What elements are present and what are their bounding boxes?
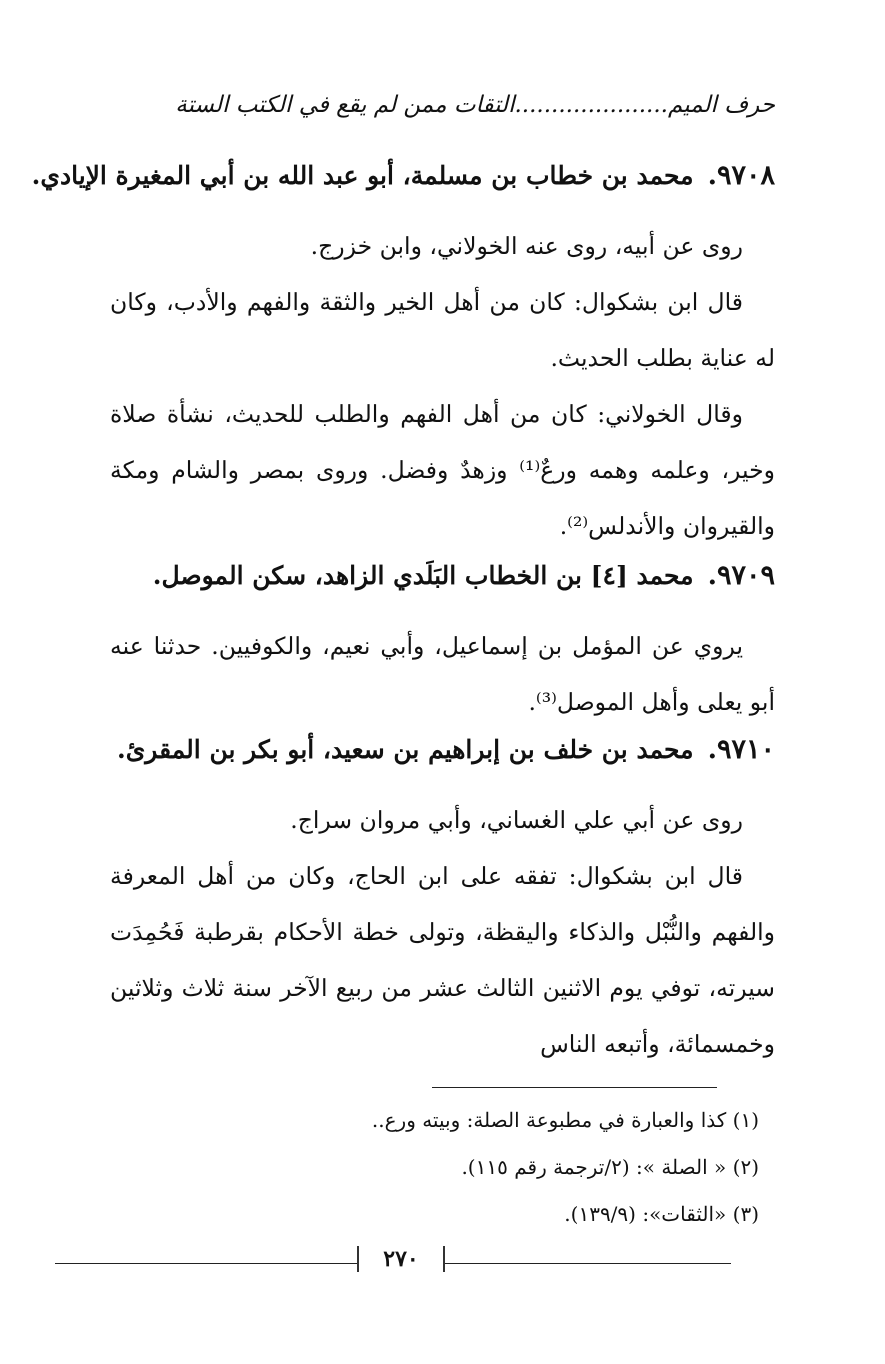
footnote: (١) كذا والعبارة في مطبوعة الصلة: وبيته ورع.. [371, 1108, 759, 1132]
entry-number: ٩٧١٠. [707, 734, 775, 765]
paragraph: روى عن أبي علي الغساني، وأبي مروان سراج. [290, 806, 743, 834]
footer-rule-right [441, 1263, 731, 1264]
page-number: ٢٧٠ [357, 1246, 445, 1272]
entry-number: ٩٧٠٩. [707, 560, 775, 591]
entry-heading [95, 560, 775, 591]
running-header: حرف الميم.....................التقات ممن لم يقع في الكتب الستة [175, 92, 775, 118]
entry-title: محمد بن خطاب بن مسلمة، أبو عبد الله بن أبي المغيرة الإيادي. [31, 161, 694, 190]
paragraph: وقال الخولاني: كان من أهل الفهم والطلب للحديث، نشأة صلاة وخير، وعلمه وهمه ورعٌ⁽¹⁾ وزهدٌ وفضل. وروى بمصر والشام ومكة والقيروان والأندلس⁽²⁾. [110, 400, 775, 540]
paragraph: قال ابن بشكوال: تفقه على ابن الحاج، وكان من أهل المعرفة والفهم والنُّبْل والذكاء واليقظة، وتولى خطة الأحكام بقرطبة فَحُمِدَت سيرته، توفي يوم الاثنين الثالث عشر من ربيع الآخر سنة ثلاث وثلاثين وخمسمائة، وأتبعه الناس [110, 862, 775, 1058]
entry-title: محمد [٤] بن الخطاب البَلَدي الزاهد، سكن الموصل. [152, 561, 694, 590]
footnote-separator [432, 1087, 717, 1088]
paragraph: قال ابن بشكوال: كان من أهل الخير والثقة والفهم والأدب، وكان له عناية بطلب الحديث. [110, 288, 775, 372]
footnote: (٢) « الصلة »: (٢/ترجمة رقم ١١٥). [461, 1155, 759, 1179]
paragraph: روى عن أبيه، روى عنه الخولاني، وابن خزرج. [310, 232, 743, 260]
entry-heading [31, 160, 775, 191]
footer-rule-left [55, 1263, 357, 1264]
paragraph: يروي عن المؤمل بن إسماعيل، وأبي نعيم، والكوفيين. حدثنا عنه أبو يعلى وأهل الموصل⁽³⁾. [110, 632, 775, 716]
entry-heading [95, 734, 775, 765]
entry-number: ٩٧٠٨. [707, 160, 775, 191]
footnote: (٣) «الثقات»: (١٣٩/٩). [564, 1202, 759, 1226]
entry-title: محمد بن خلف بن إبراهيم بن سعيد، أبو بكر بن المقرئ. [117, 735, 694, 764]
